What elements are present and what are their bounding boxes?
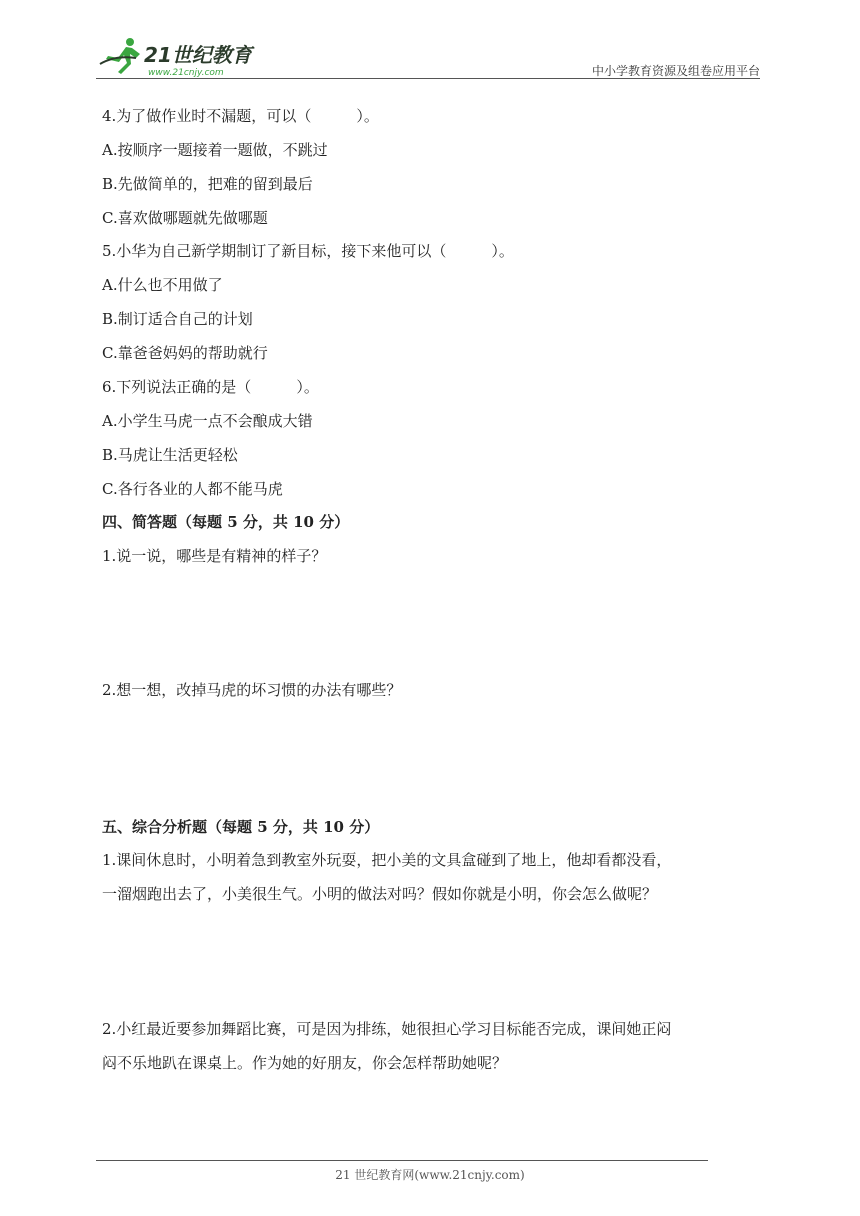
header-platform-text: 中小学教育资源及组卷应用平台	[591, 64, 760, 78]
section-5-heading: 五、综合分析题（每题 5 分，共 10 分）	[102, 818, 380, 836]
header-divider	[96, 78, 760, 79]
question-4-option-b: B.先做简单的，把难的留到最后	[102, 175, 313, 193]
site-logo	[96, 36, 266, 78]
footer-divider	[96, 1160, 708, 1161]
question-5: 5.小华为自己新学期制订了新目标，接下来他可以（ ）。	[102, 242, 514, 260]
question-4: 4.为了做作业时不漏题，可以（ ）。	[102, 107, 379, 125]
section-5-question-1-line-2: 一溜烟跑出去了，小美很生气。小明的做法对吗？假如你就是小明，你会怎么做呢？	[102, 885, 658, 903]
section-4-heading: 四、简答题（每题 5 分，共 10 分）	[102, 513, 350, 531]
section-5-question-2-line-1: 2.小红最近要参加舞蹈比赛，可是因为排练，她很担心学习目标能否完成，课间她正闷	[102, 1020, 672, 1038]
question-5-option-c: C.靠爸爸妈妈的帮助就行	[102, 344, 268, 362]
logo-text: 21世纪教育	[144, 43, 252, 67]
question-5-option-b: B.制订适合自己的计划	[102, 310, 253, 328]
question-6-option-c: C.各行各业的人都不能马虎	[102, 480, 283, 498]
footer-text: 21 世纪教育网(www.21cnjy.com)	[335, 1168, 525, 1182]
page-header	[96, 36, 760, 78]
question-6-option-a: A.小学生马虎一点不会酿成大错	[102, 412, 313, 430]
section-5-question-1-line-1: 1.课间休息时，小明着急到教室外玩耍，把小美的文具盒碰到了地上，他却看都没看，	[102, 851, 672, 869]
section-4-question-2: 2.想一想，改掉马虎的坏习惯的办法有哪些？	[102, 681, 402, 699]
question-6-option-b: B.马虎让生活更轻松	[102, 446, 238, 464]
question-4-option-c: C.喜欢做哪题就先做哪题	[102, 209, 268, 227]
question-4-option-a: A.按顺序一题接着一题做，不跳过	[102, 141, 328, 159]
question-6: 6.下列说法正确的是（ ）。	[102, 378, 319, 396]
section-4-question-1: 1.说一说，哪些是有精神的样子？	[102, 547, 327, 565]
question-5-option-a: A.什么也不用做了	[102, 276, 223, 294]
section-5-question-2-line-2: 闷不乐地趴在课桌上。作为她的好朋友，你会怎样帮助她呢？	[102, 1054, 508, 1072]
running-figure-icon	[100, 38, 140, 74]
logo-url: www.21cnjy.com	[148, 68, 224, 78]
